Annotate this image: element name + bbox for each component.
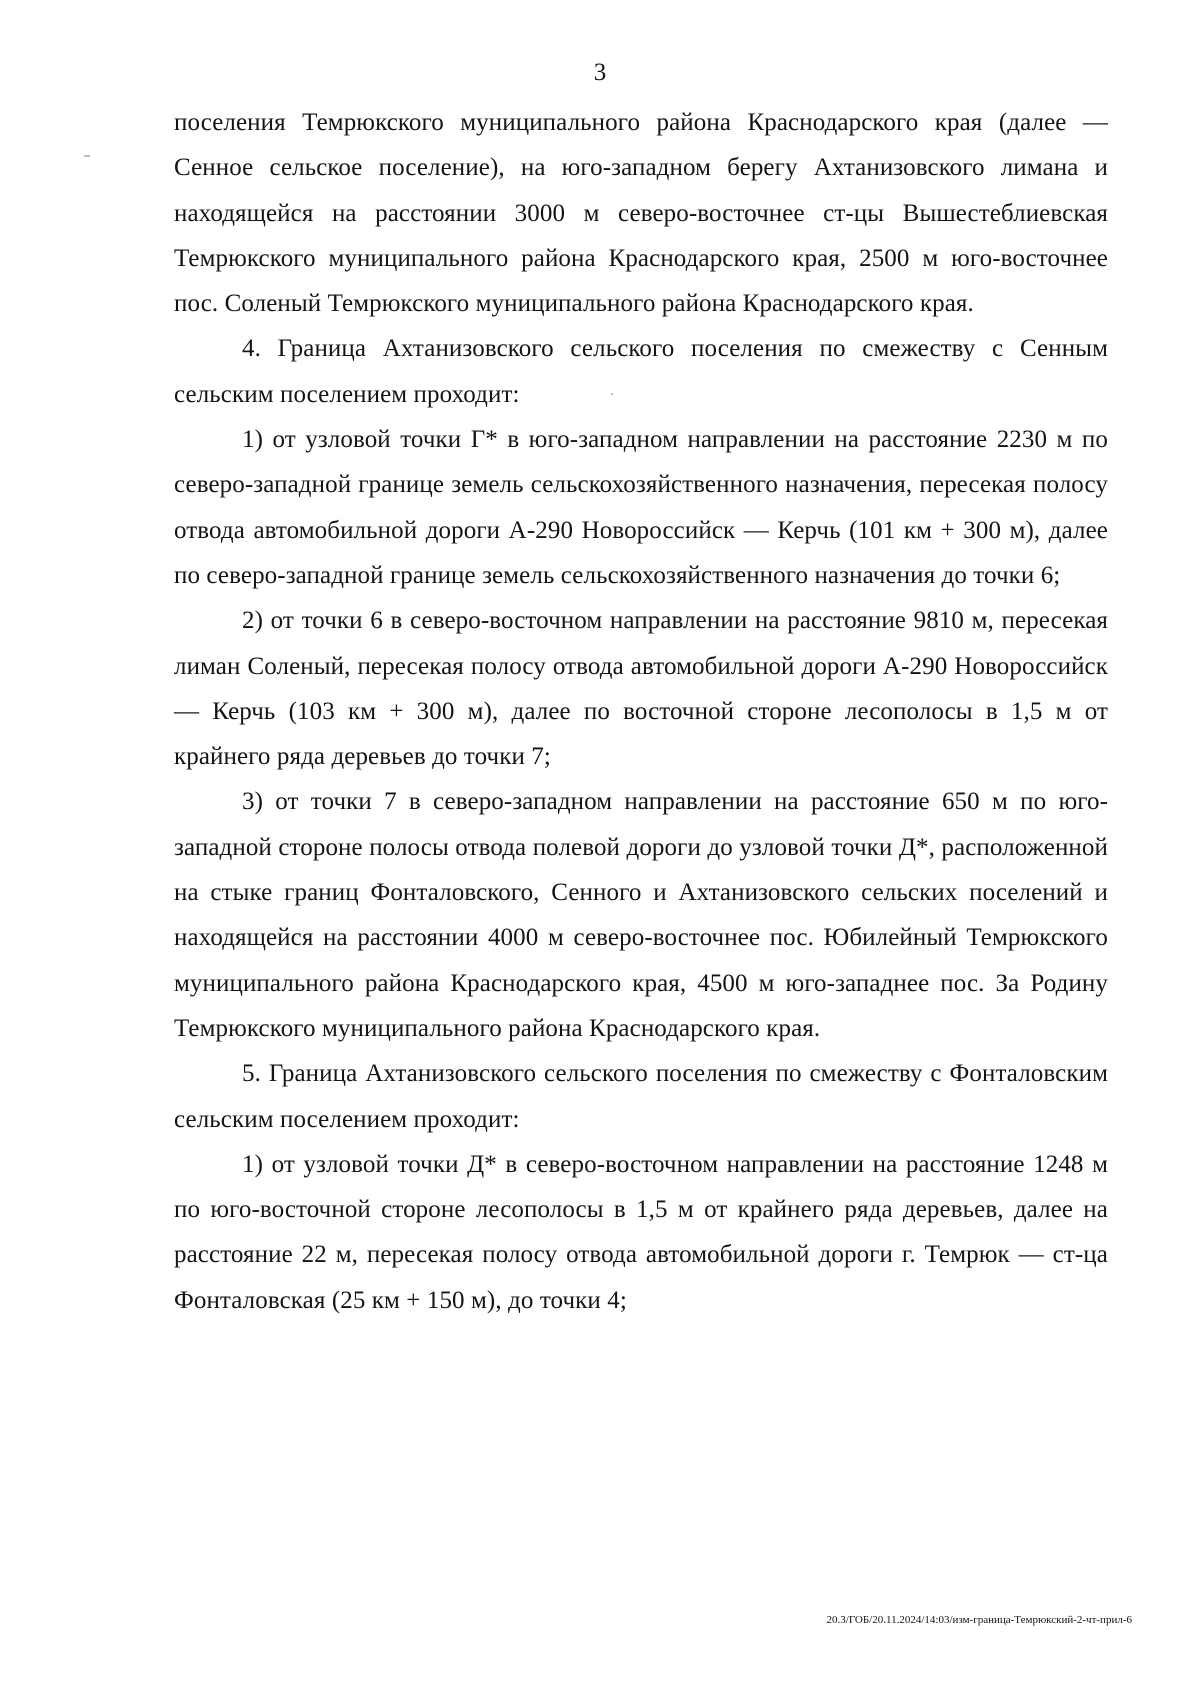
document-body — [174, 100, 1108, 1323]
paragraph-section-4-item-3: 3) от точки 7 в северо-западном направлении на расстояние 650 м по юго-западной стороне полосы отвода полевой дороги до узловой точки Д*, расположенной на стыке границ Фонталовского, Сенного и Ахтанизовского сельских поселений и находящейся на расстоянии 4000 м северо-восточнее пос. Юбилейный Темрюкского муниципального района Краснодарского края, 4500 м юго-западнее пос. За Родину Темрюкского муниципального района Краснодарского края. — [174, 788, 1108, 1042]
paragraph-section-5-item-1: 1) от узловой точки Д* в северо-восточном направлении на расстояние 1248 м по юго-восточной стороне лесополосы в 1,5 м от крайнего ряда деревьев, далее на расстояние 22 м, пересекая полосу отвода автомобильной дороги г. Темрюк — ст-ца Фонталовская (25 км + 150 м), до точки 4; — [174, 1150, 1108, 1314]
scan-mark — [84, 155, 90, 157]
paragraph-section-4-item-1: 1) от узловой точки Г* в юго-западном направлении на расстояние 2230 м по северо-западной границе земель сельскохозяйственного назначения, пересекая полосу отвода автомобильной дороги А-290 Новороссийск — Керчь (101 км + 300 м), далее по северо-западной границе земель сельскохозяйственного назначения до точки 6; — [174, 426, 1108, 589]
document-footer-code: 20.3/ГОБ/20.11.2024/14:03/изм-граница-Темрюкский-2-чт-прил-6 — [826, 1614, 1132, 1626]
paragraph-section-4-item-2: 2) от точки 6 в северо-восточном направлении на расстояние 9810 м, пересекая лиман Соленый, пересекая полосу отвода автомобильной дороги А-290 Новороссийск — Керчь (103 км + 300 м), далее по восточной стороне лесополосы в 1,5 м от крайнего ряда деревьев до точки 7; — [174, 607, 1108, 771]
paragraph-continuation: поселения Темрюкского муниципального района Краснодарского края (далее — Сенное сельское поселение), на юго-западном берегу Ахтанизовского лимана и находящейся на расстоянии 3000 м северо-восточнее ст-цы Вышестеблиевская Темрюкского муниципального района Краснодарского края, 2500 м юго-восточнее пос. Соленый Темрюкского муниципального района Краснодарского края. — [174, 109, 1108, 318]
paragraph-section-5: 5. Граница Ахтанизовского сельского поселения по смежеству с Фонталовским сельским поселением проходит: — [174, 1060, 1108, 1133]
page-number: 3 — [593, 59, 607, 86]
scan-mark — [611, 393, 613, 395]
paragraph-section-4: 4. Граница Ахтанизовского сельского поселения по смежеству с Сенным сельским поселением проходит: — [174, 335, 1108, 408]
